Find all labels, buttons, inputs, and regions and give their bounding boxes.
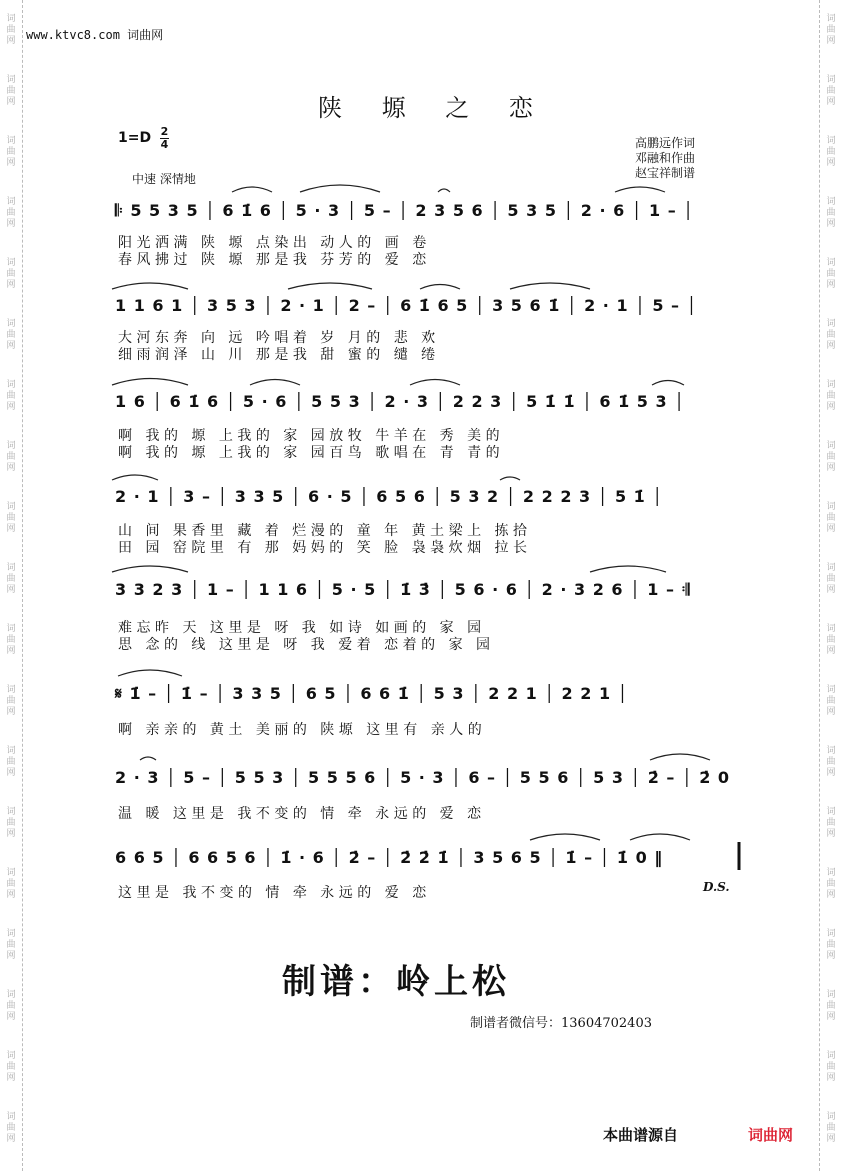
watermark-text: 词 曲 网: [6, 929, 16, 961]
lyric-line-8: 这里是 我不变的 情 牵 永远的 爱 恋: [118, 885, 431, 901]
lyricist-credit: 高鹏远作词: [635, 136, 696, 150]
lyric-verse-1: 大河东奔 向 远 吟唱着 岁 月的 悲 欢: [118, 330, 440, 346]
watermark-text: 词 曲 网: [826, 1112, 836, 1144]
watermark-text: 词 曲 网: [6, 990, 16, 1022]
song-title: 陕 塬 之 恋: [318, 94, 549, 122]
music-line-6: 𝄋 1̇ – │ 1̇ – │ 3 3 5 │ 6 5 │ 6 6 1̇ │ 5 3 │ 2 2 1 │ 2 2 1 │: [115, 684, 629, 703]
watermark-text: 词 曲 网: [826, 807, 836, 839]
lyric-verse-2: 田 园 窑院里 有 那 妈妈的 笑 脸 袅袅炊烟 拉长: [118, 540, 532, 556]
watermark-text: 词 曲 网: [6, 685, 16, 717]
composer-credit: 邓融和作曲: [635, 151, 696, 165]
watermark-text: 词 曲 网: [826, 990, 836, 1022]
watermark-text: 词 曲 网: [6, 136, 16, 168]
watermark-text: 词 曲 网: [826, 746, 836, 778]
watermark-text: 词 曲 网: [6, 1112, 16, 1144]
watermark-text: 词 曲 网: [6, 563, 16, 595]
engraver-signature: 制谱：岭上松: [282, 962, 510, 1002]
watermark-text: 词 曲 网: [826, 868, 836, 900]
watermark-text: 词 曲 网: [6, 746, 16, 778]
slur: [590, 566, 666, 572]
watermark-text: 词 曲 网: [6, 807, 16, 839]
lyric-verse-1: 啊 我的 塬 上我的 家 园放牧 牛羊在 秀 美的: [118, 428, 505, 444]
watermark-text: 词 曲 网: [826, 685, 836, 717]
slur: [410, 380, 460, 386]
music-line-7: 2 · 3 │ 5 – │ 5 5 3 │ 5 5 5 6 │ 5 · 3 │ 6 – │ 5 5 6 │ 5 3 │ 2̇ – │ 2̇ 0: [115, 768, 731, 787]
watermark-text: 词 曲 网: [826, 14, 836, 46]
slur: [250, 380, 300, 386]
watermark-text: 词 曲 网: [826, 258, 836, 290]
watermark-text: 词 曲 网: [6, 868, 16, 900]
music-line-8: 6 6 5 │ 6 6 5 6 │ 1̇ · 6 │ 2̇ – │ 2̇ 2̇ 1̇ │ 3 5 6 5 │ 1̇ – │ 1̇ 0 ‖: [115, 848, 664, 867]
dal-segno-mark: D.S.: [703, 880, 730, 894]
music-line-1: 𝄆 5 5 3 5 │ 6 1̇ 6 │ 5 · 3 │ 5 – │ 2 3 5 6 │ 5 3 5 │ 2 · 6 │ 1 – │: [115, 201, 694, 220]
slur: [438, 189, 450, 192]
lyric-line-6: 啊 亲亲的 黄土 美丽的 陕塬 这里有 亲人的: [118, 722, 487, 738]
slur: [112, 566, 188, 572]
slur: [420, 285, 460, 290]
slur: [650, 754, 710, 760]
slur: [300, 185, 380, 192]
watermark-text: 词 曲 网: [6, 1051, 16, 1083]
lyric-verse-1: 阳光洒满 陕 塬 点染出 动人的 画 卷: [118, 235, 431, 251]
slur: [140, 757, 156, 760]
watermark-text: 词 曲 网: [6, 75, 16, 107]
site-header[interactable]: www.ktvc8.com 词曲网: [26, 28, 164, 42]
slur: [630, 834, 690, 840]
lyric-line-7: 温 暖 这里是 我不变的 情 牵 永远的 爱 恋: [118, 806, 486, 822]
lyric-verse-2: 细雨润泽 山 川 那是我 甜 蜜的 缱 绻: [118, 347, 440, 363]
watermark-text: 词 曲 网: [826, 441, 836, 473]
watermark-text: 词 曲 网: [826, 563, 836, 595]
wechat-contact: 制谱者微信号：13604702403: [470, 1016, 652, 1031]
slur: [112, 475, 158, 480]
watermark-text: 词 曲 网: [826, 929, 836, 961]
meter-bottom: 4: [160, 138, 169, 151]
engraver-credit: 赵宝祥制谱: [635, 166, 696, 180]
slur: [530, 834, 600, 840]
source-label: 本曲谱源自: [603, 1126, 679, 1144]
watermark-text: 词 曲 网: [6, 197, 16, 229]
slur: [118, 670, 182, 676]
slur: [615, 187, 665, 192]
watermark-text: 词 曲 网: [6, 624, 16, 656]
watermark-text: 词 曲 网: [826, 624, 836, 656]
music-line-5: 3 3 2 3 │ 1 – │ 1 1 6 │ 5 · 5 │ 1̇ 3̇ │ 5 6 · 6 │ 2 · 3 2 6 │ 1 – 𝄇: [115, 580, 691, 599]
lyric-verse-1: 山 间 果香里 藏 着 烂漫的 童 年 黄土梁上 拣拾: [118, 523, 532, 539]
watermark-text: 词 曲 网: [6, 441, 16, 473]
music-line-4: 2 · 1 │ 3 – │ 3 3 5 │ 6 · 5 │ 6 5 6 │ 5 3 2 │ 2 2 2 3 │ 5 1̇ │: [115, 487, 663, 506]
meter-top: 2: [160, 125, 169, 138]
slur: [232, 187, 272, 192]
tempo-marking: 中速 深情地: [132, 172, 196, 186]
lyric-verse-2: 春风拂过 陕 塬 那是我 芬芳的 爱 恋: [118, 252, 431, 268]
slur: [500, 477, 520, 480]
watermark-text: 词 曲 网: [826, 75, 836, 107]
slur: [112, 283, 188, 289]
watermark-text: 词 曲 网: [826, 1051, 836, 1083]
watermark-text: 词 曲 网: [826, 502, 836, 534]
slur: [652, 381, 684, 386]
watermark-text: 词 曲 网: [6, 380, 16, 412]
key-signature: 1=D: [118, 130, 152, 146]
source-brand-link[interactable]: 词曲网: [748, 1126, 794, 1144]
lyric-verse-2: 啊 我的 塬 上我的 家 园百鸟 歌唱在 青 青的: [118, 445, 505, 461]
watermark-text: 词 曲 网: [826, 197, 836, 229]
watermark-text: 词 曲 网: [826, 380, 836, 412]
music-line-3: 1 6 │ 6 1̇ 6 │ 5 · 6 │ 5 5 3 │ 2 · 3 │ 2 2 3 │ 5 1̇ 1̇ │ 6 1̇ 5 3 │: [115, 392, 685, 411]
watermark-text: 词 曲 网: [6, 258, 16, 290]
watermark-text: 词 曲 网: [6, 502, 16, 534]
watermark-text: 词 曲 网: [6, 319, 16, 351]
lyric-verse-1: 难忘昨 天 这里是 呀 我 如诗 如画的 家 园: [118, 620, 486, 636]
lyric-verse-2: 思 念的 线 这里是 呀 我 爱着 恋着的 家 园: [118, 637, 495, 653]
watermark-text: 词 曲 网: [6, 14, 16, 46]
watermark-text: 词 曲 网: [826, 136, 836, 168]
slur: [510, 283, 590, 289]
music-line-2: 1 1 6 1 │ 3 5 3 │ 2 · 1 │ 2 – │ 6 1̇ 6 5 │ 3 5 6 1̇ │ 2 · 1 │ 5 – │: [115, 296, 698, 315]
slur: [288, 283, 372, 289]
watermark-text: 词 曲 网: [826, 319, 836, 351]
slur: [112, 379, 188, 386]
